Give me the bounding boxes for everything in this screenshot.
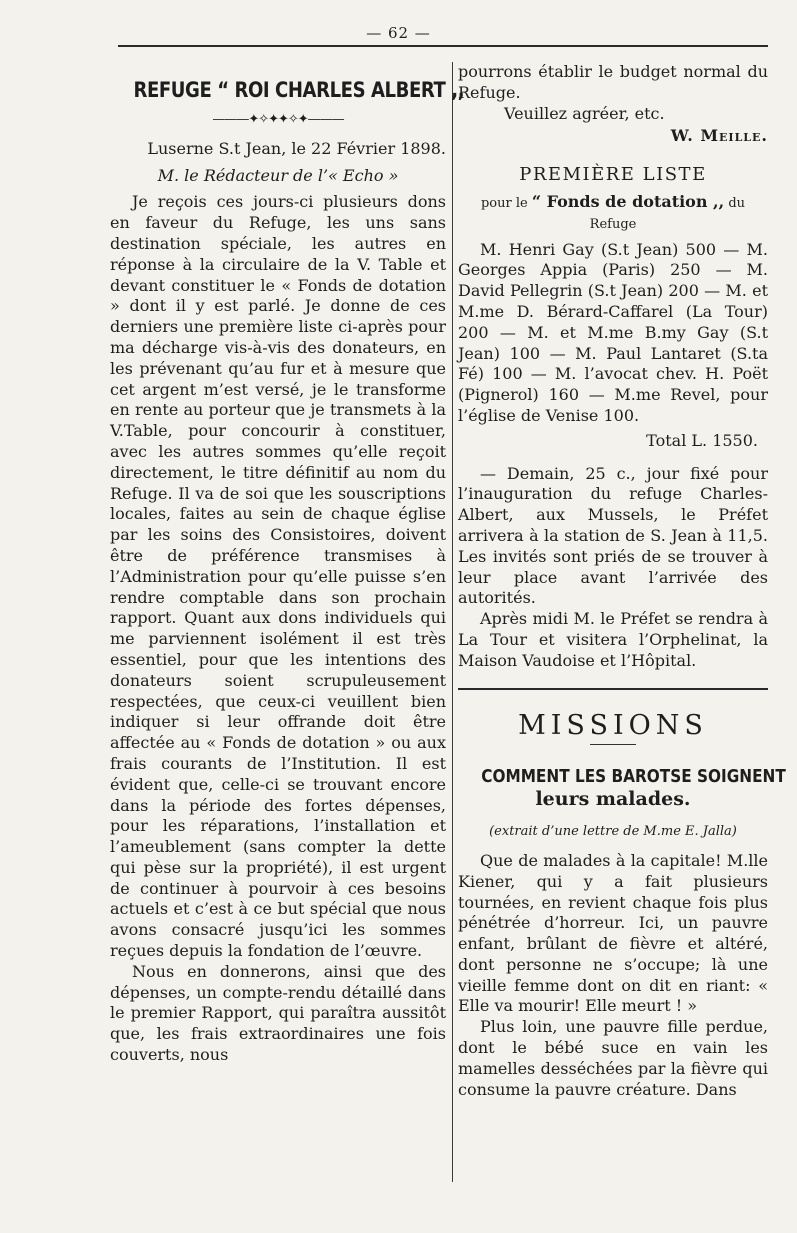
list-total: Total L. 1550. [646, 430, 758, 450]
left-column [110, 62, 465, 1203]
salutation: M. le Rédacteur de l’« Echo » [157, 165, 399, 185]
missions-rule [590, 744, 636, 745]
refuge-continuation: pourrons établir le budget normal du Refuge. [458, 62, 768, 102]
list-subtitle-post: du Refuge [589, 195, 746, 232]
missions-title-line-2: leurs malades. [535, 788, 691, 811]
dateline: Luserne S.t Jean, le 22 Février 1898. [147, 138, 446, 158]
header-rule [118, 45, 768, 47]
donor-list: M. Henri Gay (S.t Jean) 500 — M. Georges Appia (Paris) 250 — M. David Pellegrin (S.t Jean) 200 — M. et M.me D. Bérard-Caffarel (La Tour) 200 — M. et M.me B.my Gay (S.t Jean) 100 — M. Paul Lantaret (S.ta Fé) 100 — M. l’avocat chev. H. Poët (Pignerol) 160 — M.me Revel, pour l’église de Venise 100. [458, 239, 768, 425]
refuge-signature: W. Meille. [670, 126, 768, 146]
list-subtitle [458, 192, 768, 236]
title-ornament: ———✦✧✦✦✧✦——— [212, 112, 344, 127]
missions-title-line-1: COMMENT LES BAROTSE SOIGNENT [481, 766, 786, 788]
refuge-paragraph-1: Je reçois ces jours-ci plusieurs dons en faveur du Refuge, les uns sans destination spéciale, les autres en réponse à la circulaire de la V. Table et devant constituer le « Fonds de dotation » dont il y est parlé. Je donne de ces derniers une première liste ci-après pour ma décharge vis-à-vis des donateurs, en les prévenant qu’au fur et à mesure que cet argent m’est versé, je le transforme en rente au porteur que je transmets à la V.Table, pour concourir à constituer, avec les autres sommes qu’elle reçoit directement, le titre définitif au nom du Refuge. Il va de soi que les souscriptions locales, faites au sein de chaque église par les soins des Consistoires, doivent être de préférence transmises à l’Administration pour qu’elle puisse s’en rendre comptable dans son prochain rapport. Quant aux dons individuels qui me parviennent isolément il est très essentiel, pour que les intentions des donateurs soient scrupuleusement respectées, que ceux-ci veuillent bien indiquer si leur offrande doit être affectée au « Fonds de dotation » ou aux frais courants de l’Institution. Il est évident que, celle-ci se trouvant encore dans la période des fortes dépenses, pour les réparations, l’installation et l’ameublement (sans compter la dette qui pèse sur la propriété), il est urgent de continuer à pourvoir à ces besoins actuels et c’est à ce but spécial que nous avons consacré jusqu’ici les sommes reçues depuis la fondation de l’œuvre. [110, 192, 446, 961]
right-column [458, 62, 786, 1203]
refuge-closing: Veuillez agréer, etc. [504, 103, 665, 123]
missions-paragraph-2: Plus loin, une pauvre fille perdue, dont le bébé suce en vain les mamelles desséchées par la fièvre qui consume la pauvre créature. Dans [458, 1017, 768, 1099]
refuge-paragraph-2: Nous en donnerons, ainsi que des dépenses, un compte-rendu détaillé dans le premier Rapport, qui paraîtra aussitôt que, les frais extraordinaires une fois couverts, nous [110, 961, 446, 1065]
extract-note: (extrait d’une lettre de M.me E. Jalla) [489, 824, 737, 840]
news-paragraph-1: — Demain, 25 c., jour fixé pour l’inauguration du refuge Charles-Albert, aux Mussels, le Préfet arrivera à la station de S. Jean à 11,5. Les invités sont priés de se trouver à leur place avant l’arrivée des autorités. [458, 463, 768, 608]
page-number: — 62 — [366, 24, 431, 42]
list-subtitle-pre: pour le [480, 195, 528, 211]
refuge-title: REFUGE “ ROI CHARLES ALBERT ,, [133, 78, 465, 102]
list-heading: PREMIÈRE LISTE [519, 164, 707, 186]
column-divider [452, 62, 453, 1182]
missions-paragraph-1: Que de malades à la capitale! M.lle Kiener, qui y a fait plusieurs tournées, en revient chaque fois plus pénétrée d’horreur. Ici, un pauvre enfant, brûlant de fièvre et altéré, dont personne ne s’occupe; là une vieille femme dont on dit en riant: « Elle va mourir! Elle meurt ! » [458, 850, 768, 1016]
section-rule [458, 688, 768, 690]
list-subtitle-bold: “ Fonds de dotation ,, [531, 191, 725, 211]
news-paragraph-2: Après midi M. le Préfet se rendra à La Tour et visitera l’Orphelinat, la Maison Vaudoise et l’Hôpital. [458, 609, 768, 670]
missions-heading: MISSIONS [518, 709, 708, 741]
